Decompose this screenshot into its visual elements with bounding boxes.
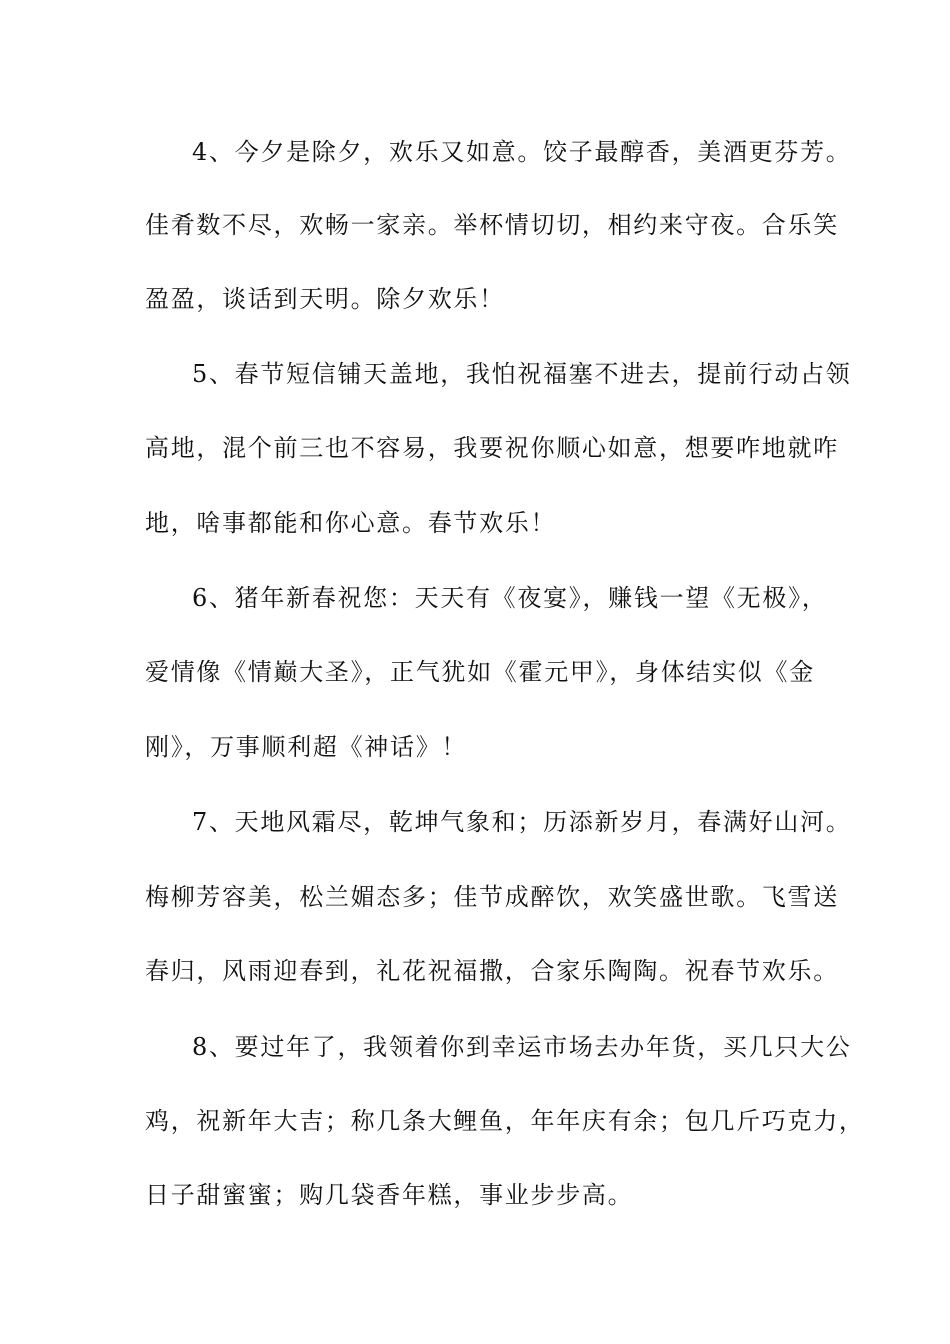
paragraph-line: 6、猪年新春祝您：天天有《夜宴》，赚钱一望《无极》， bbox=[192, 584, 828, 612]
paragraph-line: 盈盈，谈话到天明。除夕欢乐！ bbox=[145, 285, 505, 313]
paragraph-line: 7、天地风霜尽，乾坤气象和；历添新岁月，春满好山河。 bbox=[192, 808, 852, 836]
paragraph-line: 高地，混个前三也不容易，我要祝你顺心如意，想要咋地就咋 bbox=[145, 434, 839, 462]
paragraph-line: 鸡，祝新年大吉；称几条大鲤鱼，年年庆有余；包几斤巧克力， bbox=[145, 1107, 865, 1135]
paragraph-line: 爱情像《情巅大圣》，正气犹如《霍元甲》，身体结实似《金 bbox=[145, 658, 815, 686]
paragraph-line: 地，啥事都能和你心意。春节欢乐！ bbox=[145, 509, 557, 537]
paragraph-line: 8、要过年了，我领着你到幸运市场去办年货，买几只大公 bbox=[192, 1033, 852, 1061]
paragraph-line: 梅柳芳容美，松兰媚态多；佳节成醉饮，欢笑盛世歌。飞雪送 bbox=[145, 883, 839, 911]
paragraph-line: 佳肴数不尽，欢畅一家亲。举杯情切切，相约来守夜。合乐笑 bbox=[145, 211, 839, 239]
paragraph-line: 4、今夕是除夕，欢乐又如意。饺子最醇香，美酒更芬芳。 bbox=[192, 138, 852, 166]
paragraph-line: 春归，风雨迎春到，礼花祝福撒，合家乐陶陶。祝春节欢乐。 bbox=[145, 957, 839, 985]
paragraph-line: 5、春节短信铺天盖地，我怕祝福塞不进去，提前行动占领 bbox=[192, 360, 852, 388]
paragraph-line: 日子甜蜜蜜；购几袋香年糕，事业步步高。 bbox=[145, 1181, 634, 1209]
paragraph-line: 刚》，万事顺利超《神话》！ bbox=[145, 733, 468, 761]
